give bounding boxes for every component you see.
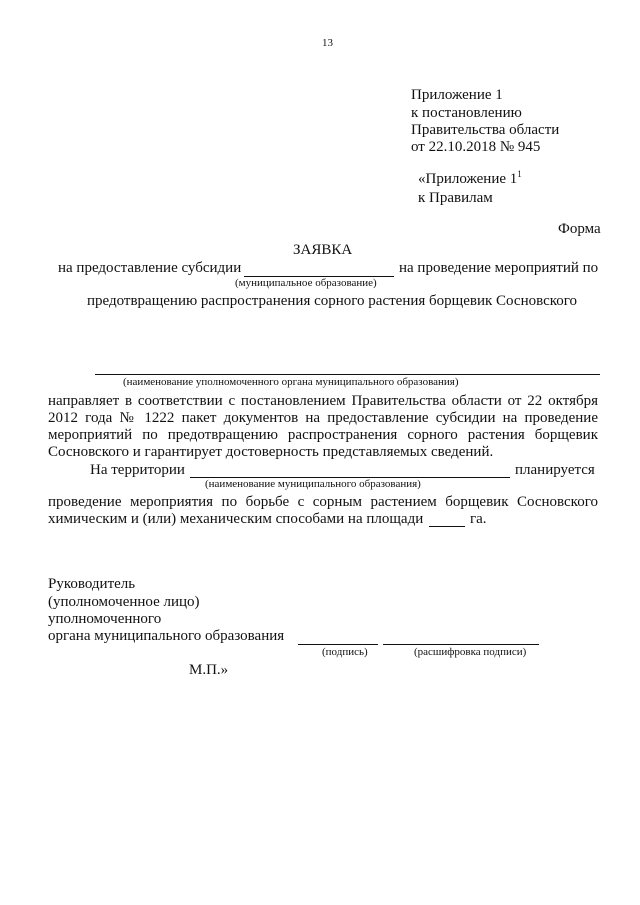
- paragraph-2-line-2: проведение мероприятия по борьбе с сорным растением борщевик Сосновского: [48, 494, 598, 510]
- municipality-hint: (муниципальное образование): [235, 277, 377, 289]
- signature-line-4: органа муниципального образования: [48, 628, 285, 644]
- decode-hint: (расшифровка подписи): [414, 646, 527, 658]
- signature-line-1: Руководитель: [48, 576, 136, 592]
- form-label: Форма: [558, 221, 601, 237]
- paragraph-2-end: планируется: [515, 462, 595, 478]
- signature-line-2: (уполномоченное лицо): [48, 594, 200, 610]
- subtitle-part-1: на предоставление субсидии: [58, 260, 242, 276]
- paragraph-1-line-1: направляет в соответствии с постановлением Правительства области от 22 октября: [48, 393, 598, 409]
- attachment-line-1: Приложение 1: [411, 87, 503, 103]
- paragraph-2-line-3: химическим и (или) механическим способами на площади: [48, 511, 424, 527]
- attachment-line-4: от 22.10.2018 № 945: [411, 139, 541, 155]
- appendix-superscript: 1: [517, 169, 522, 179]
- document-title: ЗАЯВКА: [293, 242, 353, 258]
- attachment-line-2: к постановлению: [411, 105, 522, 121]
- signature-blank-line: [298, 644, 378, 645]
- signature-hint: (подпись): [322, 646, 368, 658]
- stamp-label: М.П.»: [189, 662, 229, 678]
- paragraph-1-line-3: мероприятий по предотвращению распространения сорного растения борщевик: [48, 427, 598, 443]
- subtitle-part-2: на проведение мероприятий по: [399, 260, 599, 276]
- subtitle-line-2: предотвращению распространения сорного растения борщевик Сосновского: [87, 293, 578, 309]
- page-number: 13: [322, 37, 333, 49]
- decode-blank-line: [383, 644, 539, 645]
- appendix-line-1: «Приложение $1^1$: [418, 169, 522, 187]
- area-unit: га.: [470, 511, 487, 527]
- paragraph-2-start: На территории: [90, 462, 185, 478]
- area-blank-line: [429, 526, 465, 527]
- attachment-line-3: Правительства области: [411, 122, 560, 138]
- authority-blank-line: [95, 374, 600, 375]
- authority-hint: (наименование уполномоченного органа муниципального образования): [123, 376, 459, 388]
- appendix-line-2: к Правилам: [418, 190, 493, 206]
- signature-line-3: уполномоченного: [48, 611, 162, 627]
- paragraph-1-line-2: 2012 года № 1222 пакет документов на предоставление субсидии на проведение: [48, 410, 598, 426]
- paragraph-1-line-4: Сосновского и гарантирует достоверность представляемых сведений.: [48, 444, 494, 460]
- territory-hint: (наименование муниципального образования): [205, 478, 421, 490]
